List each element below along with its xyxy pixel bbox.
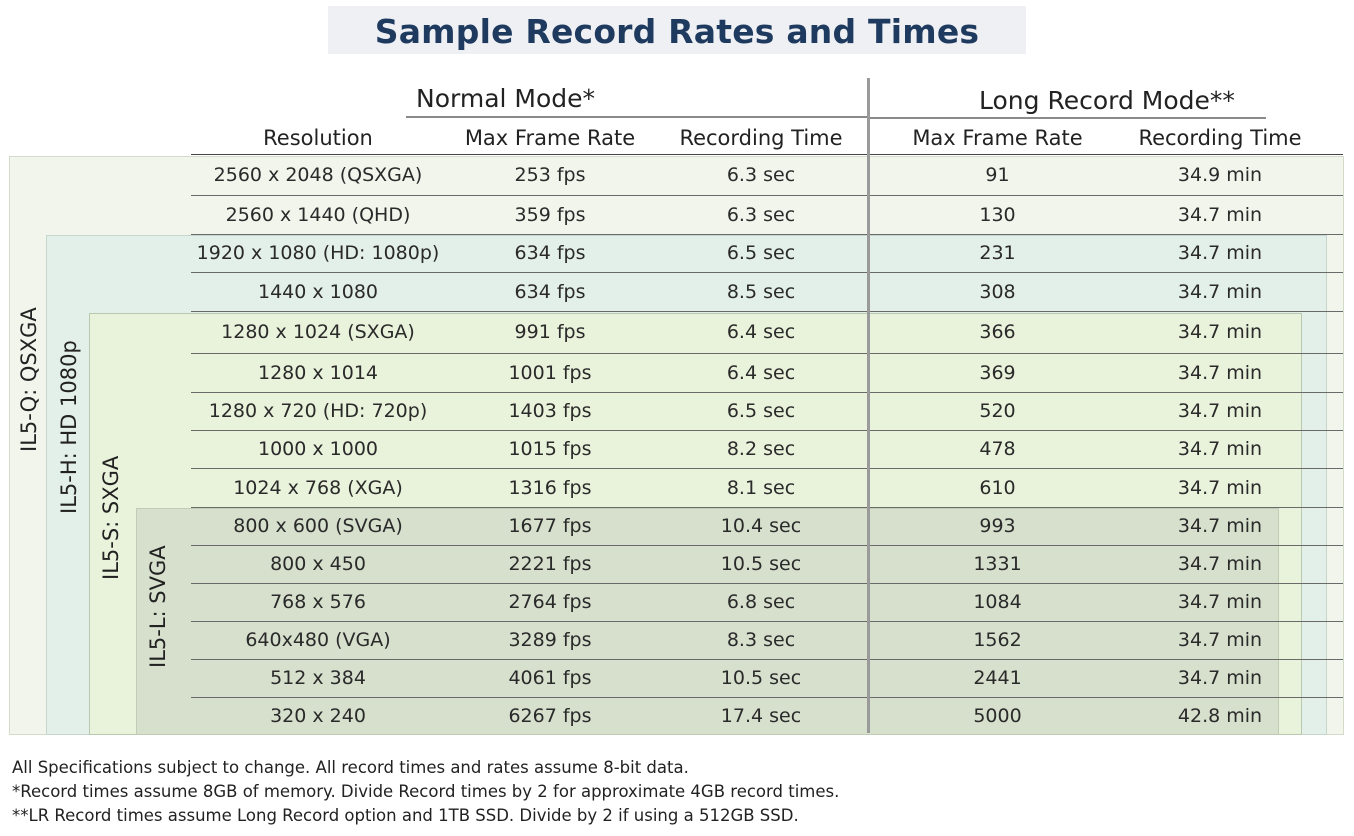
cell-normal-recording-time: 8.1 sec [726,476,796,499]
row-divider [191,311,1343,312]
mode-divider [867,78,870,733]
cell-resolution: 512 x 384 [270,667,366,689]
cell-long-recording-time: 34.9 min [1177,164,1263,186]
cell-long-recording-time: 34.7 min [1177,242,1263,264]
normal-mode-underline [406,116,867,118]
cell-resolution: 1280 x 720 (HD: 720p) [208,400,428,422]
cell-long-max-frame-rate: 1562 [973,629,1022,651]
long-record-mode-underline [870,117,1266,119]
row-divider [191,392,1343,393]
cell-long-max-frame-rate: 369 [979,361,1016,384]
cell-long-max-frame-rate: 5000 [973,705,1022,727]
cell-normal-max-frame-rate: 1015 fps [508,438,592,460]
cell-long-max-frame-rate: 520 [979,400,1016,422]
cell-long-max-frame-rate: 610 [979,476,1016,499]
cell-resolution: 768 x 576 [270,591,366,613]
cell-normal-recording-time: 8.2 sec [726,438,796,460]
cell-resolution: 1440 x 1080 [257,280,379,303]
cell-long-recording-time: 34.7 min [1177,400,1263,422]
cell-normal-recording-time: 8.5 sec [726,280,796,303]
cell-normal-max-frame-rate: 359 fps [514,203,586,226]
cell-long-recording-time: 34.7 min [1177,629,1263,651]
cell-long-recording-time: 34.7 min [1177,438,1263,460]
row-divider [191,353,1343,354]
cell-long-recording-time: 34.7 min [1177,280,1263,303]
row-divider [191,468,1343,469]
cell-normal-max-frame-rate: 4061 fps [508,667,592,689]
cell-long-max-frame-rate: 91 [985,164,1010,186]
cell-normal-recording-time: 6.5 sec [726,400,796,422]
cell-resolution: 640x480 (VGA) [245,629,391,651]
footnote-specs: All Specifications subject to change. All record times and rates assume 8-bit data. [12,758,689,777]
row-divider [191,507,1343,508]
cell-long-recording-time: 34.7 min [1177,321,1263,343]
row-divider [191,583,1343,584]
cell-normal-recording-time: 6.8 sec [726,591,796,613]
normal-mode-header: Normal Mode* [416,84,596,113]
cell-long-max-frame-rate: 366 [979,321,1016,343]
cell-normal-max-frame-rate: 3289 fps [508,629,592,651]
cell-normal-max-frame-rate: 1677 fps [508,515,592,537]
cell-long-recording-time: 34.7 min [1177,667,1263,689]
footnote-long-record: **LR Record times assume Long Record option and 1TB SSD. Divide by 2 if using a 512GB SSD. [12,806,799,825]
cell-normal-max-frame-rate: 1403 fps [508,400,592,422]
cell-normal-recording-time: 17.4 sec [720,705,802,727]
cell-long-recording-time: 42.8 min [1177,705,1263,727]
model-label-il5-h: IL5-H: HD 1080p [57,340,81,514]
cell-normal-max-frame-rate: 1001 fps [508,361,592,384]
cell-normal-recording-time: 6.3 sec [726,164,796,186]
cell-resolution: 1000 x 1000 [257,438,379,460]
cell-long-max-frame-rate: 1084 [973,591,1022,613]
cell-long-max-frame-rate: 993 [979,515,1016,537]
cell-long-max-frame-rate: 308 [979,280,1016,303]
row-divider [191,621,1343,622]
cell-normal-max-frame-rate: 634 fps [514,280,586,303]
cell-normal-recording-time: 8.3 sec [726,629,796,651]
col-header-resolution: Resolution [263,126,373,150]
cell-long-max-frame-rate: 2441 [973,667,1022,689]
title-banner [328,6,1026,54]
cell-normal-recording-time: 6.5 sec [726,242,796,264]
cell-normal-max-frame-rate: 2764 fps [508,591,592,613]
header-line [191,154,1343,155]
cell-long-recording-time: 34.7 min [1177,553,1263,575]
row-divider [191,272,1343,273]
cell-long-max-frame-rate: 231 [979,242,1016,264]
row-divider [191,430,1343,431]
cell-long-max-frame-rate: 478 [979,438,1016,460]
cell-normal-max-frame-rate: 991 fps [514,321,586,343]
row-divider [191,234,1343,235]
cell-normal-max-frame-rate: 253 fps [514,164,586,186]
cell-normal-max-frame-rate: 634 fps [514,242,586,264]
cell-long-max-frame-rate: 1331 [973,553,1022,575]
cell-normal-recording-time: 10.5 sec [720,667,802,689]
cell-resolution: 2560 x 2048 (QSXGA) [213,164,423,186]
cell-long-recording-time: 34.7 min [1177,203,1263,226]
cell-long-max-frame-rate: 130 [979,203,1016,226]
cell-resolution: 1024 x 768 (XGA) [233,476,403,499]
model-label-il5-s: IL5-S: SXGA [99,455,123,580]
model-label-il5-q: IL5-Q: QSXGA [17,307,41,452]
cell-resolution: 1920 x 1080 (HD: 1080p) [196,242,440,264]
cell-normal-recording-time: 6.3 sec [726,203,796,226]
col-header-long-max-frame-rate: Max Frame Rate [912,126,1083,150]
row-divider [191,697,1343,698]
row-divider [191,659,1343,660]
cell-normal-recording-time: 10.5 sec [720,553,802,575]
page-title: Sample Record Rates and Times [374,12,980,51]
cell-long-recording-time: 34.7 min [1177,361,1263,384]
row-divider [191,545,1343,546]
row-divider [191,195,1343,196]
col-header-long-recording-time: Recording Time [1138,126,1302,150]
cell-resolution: 800 x 600 (SVGA) [233,515,403,537]
long-record-mode-header: Long Record Mode** [979,86,1235,115]
cell-long-recording-time: 34.7 min [1177,591,1263,613]
col-header-normal-recording-time: Recording Time [679,126,843,150]
cell-resolution: 800 x 450 [270,553,366,575]
cell-resolution: 320 x 240 [270,705,366,727]
model-label-il5-l: IL5-L: SVGA [146,545,170,668]
cell-normal-max-frame-rate: 6267 fps [508,705,592,727]
cell-resolution: 1280 x 1024 (SXGA) [221,321,415,343]
cell-normal-recording-time: 10.4 sec [720,515,802,537]
col-header-normal-max-frame-rate: Max Frame Rate [464,126,636,150]
cell-resolution: 1280 x 1014 [257,361,379,384]
cell-normal-recording-time: 6.4 sec [726,361,796,384]
footnote-normal-mode: *Record times assume 8GB of memory. Divide Record times by 2 for approximate 4GB record times. [12,782,840,801]
cell-normal-recording-time: 6.4 sec [726,321,796,343]
cell-long-recording-time: 34.7 min [1177,515,1263,537]
cell-resolution: 2560 x 1440 (QHD) [225,203,411,226]
cell-long-recording-time: 34.7 min [1177,476,1263,499]
cell-normal-max-frame-rate: 1316 fps [508,476,592,499]
cell-normal-max-frame-rate: 2221 fps [508,553,592,575]
